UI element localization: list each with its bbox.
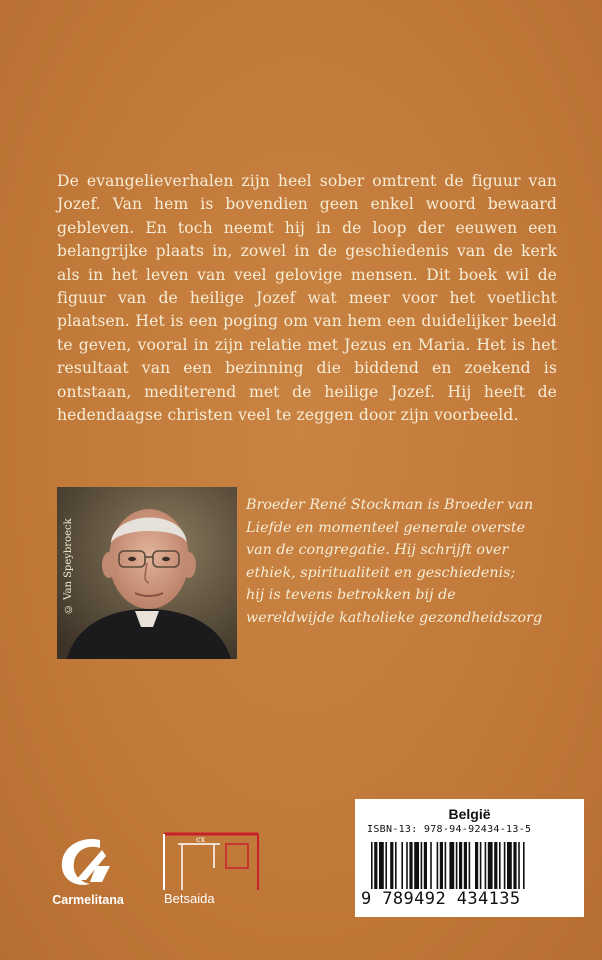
- barcode-bars: [371, 842, 577, 892]
- betsaida-logo: [162, 828, 260, 892]
- country-label: België: [448, 806, 491, 822]
- bio-line: Broeder René Stockman is Broeder van: [246, 497, 534, 513]
- blurb-text: De evangelieverhalen zijn heel sober omtrent de figuur van Jozef. Van hem is bovendien geen enkel woord bewaard gebleven. En toch neemt hij in de loop der eeuwen een belangrijke plaats in, zowel in de geschiedenis van de kerk als in het leven van veel gelovige mensen. Dit boek wil de figuur van de heilige Jozef wat meer voor het voetlicht plaatsen. Het is een poging om van hem een duidelijker beeld te geven, vooral in zijn relatie met Jezus en Maria. Het is het resultaat van een bezinning die biddend en zoekend is ontstaan, mediterend met de heilige Jozef. Hij heeft de hedendaagse christen veel te zeggen door zijn voorbeeld.: [57, 172, 557, 425]
- author-portrait: [57, 487, 237, 659]
- carmelitana-logo: [56, 836, 116, 888]
- barcode-panel: [355, 799, 584, 917]
- ean-number: 9 789492 434135: [361, 889, 581, 909]
- bio-line: van de congregatie. Hij schrijft over: [246, 542, 509, 558]
- carmelitana-label: Carmelitana: [52, 893, 124, 907]
- bio-line: wereldwijde katholieke gezondheidszorg: [246, 609, 543, 626]
- author-bio: [246, 494, 566, 629]
- bio-line: ethiek, spiritualiteit en geschiedenis;: [246, 564, 516, 581]
- isbn-text: ISBN-13: 978-94-92434-13-5: [367, 824, 532, 835]
- author-photo: [57, 487, 237, 659]
- betsaida-mark: cx: [196, 835, 205, 844]
- bio-line: hij is tevens betrokken bij de: [246, 587, 456, 603]
- bio-line: Liefde en momenteel generale overste: [246, 519, 526, 536]
- photo-credit: © Van Speybroeck: [63, 518, 74, 614]
- betsaida-label: Betsaida: [164, 891, 215, 906]
